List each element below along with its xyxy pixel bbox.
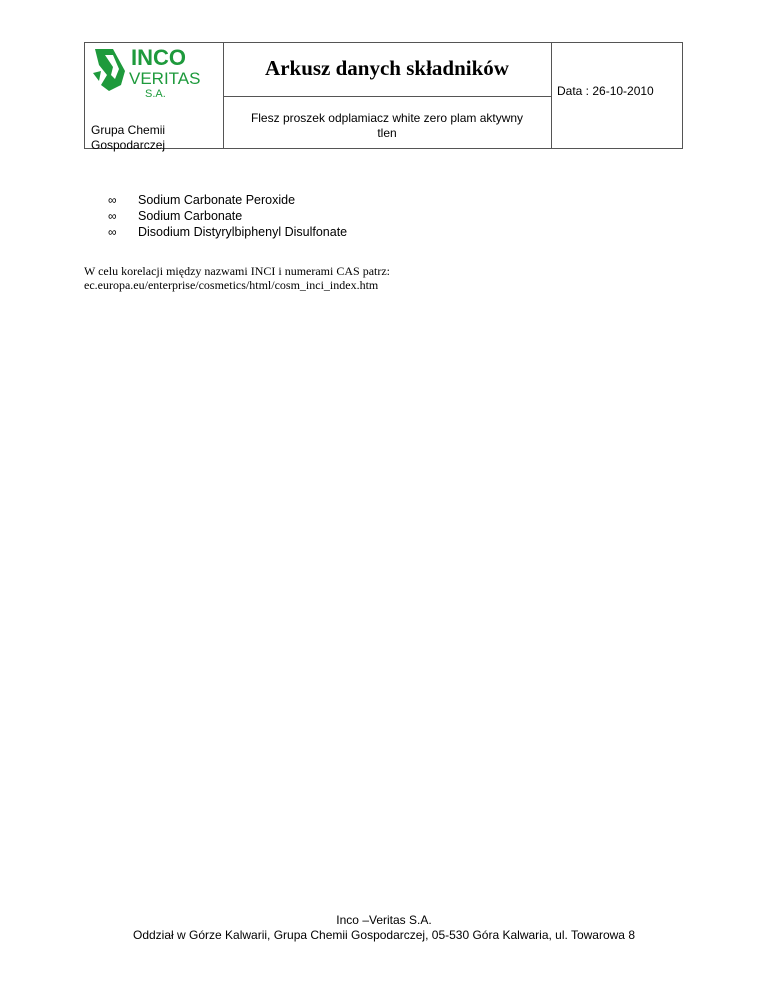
infinity-bullet-icon: ∞ [108,193,117,207]
logo-text-veritas: VERITAS [129,69,201,88]
ingredient-name: Sodium Carbonate [138,209,243,223]
product-name [224,111,550,141]
page-footer [0,913,768,943]
document-date: Data : 26-10-2010 [557,84,654,98]
logo-text-sa: S.A. [145,88,166,100]
cas-reference-note [84,264,390,292]
footer-company: Inco –Veritas S.A. [336,913,432,927]
header-table [84,42,683,152]
ingredient-list [108,192,347,240]
logo-text-inco: INCO [131,45,186,70]
header-divider-middle [223,96,551,97]
list-item [108,224,347,240]
list-item [108,208,347,224]
company-logo [91,45,221,101]
infinity-bullet-icon: ∞ [108,209,117,223]
note-line1: W celu korelacji między nazwami INCI i numerami CAS patrz: [84,264,391,278]
group-name-line1: Grupa Chemii [91,123,166,137]
product-name-line1: Flesz proszek odplamiacz white zero plam aktywny [250,111,524,125]
document-title: Arkusz danych składników [265,56,509,80]
infinity-bullet-icon: ∞ [108,225,117,239]
list-item [108,192,347,208]
group-name-line2: Gospodarczej [91,138,166,152]
footer-address: Oddział w Górze Kalwarii, Grupa Chemii Gospodarczej, 05-530 Góra Kalwaria, ul. Towarowa 8 [132,928,635,942]
ingredient-name: Disodium Distyrylbiphenyl Disulfonate [138,225,348,239]
logo-emblem-icon [93,49,125,91]
header-divider-right [551,43,552,148]
note-link[interactable]: ec.europa.eu/enterprise/cosmetics/html/cosm_inci_index.htm [84,278,379,292]
group-name [91,123,165,153]
ingredient-name: Sodium Carbonate Peroxide [138,193,296,207]
product-name-line2: tlen [377,126,397,140]
